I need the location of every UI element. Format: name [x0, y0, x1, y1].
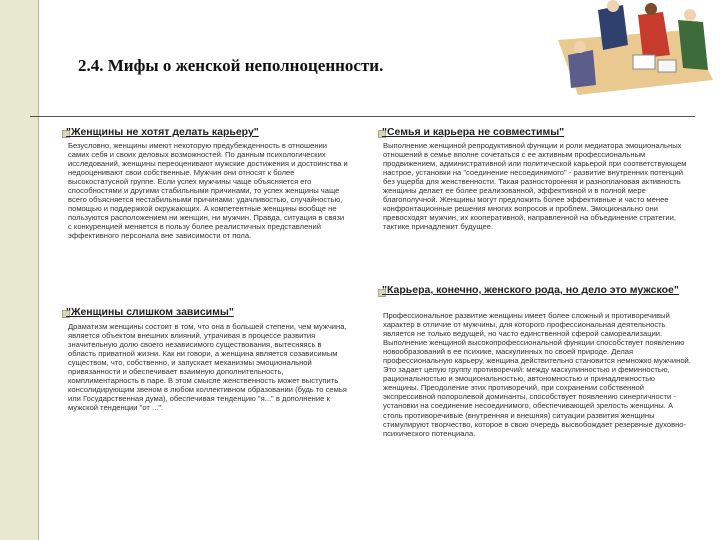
- heading-text: "Женщины слишком зависимы": [66, 306, 234, 318]
- title-divider: [30, 116, 695, 117]
- section-heading-career-desire: [66, 126, 356, 139]
- office-meeting-clipart: [538, 0, 720, 104]
- section-text-career-desire: Безусловно, женщины имеют некоторую предубежденность в отношении самих себя и своих деловых возможностей. По данным психологических исследований, женщины переоценивают мужские достижения и достоинства и недооценивают свои собственные. Мужчин они относят к более высокостатусной группе. Если успех мужчины чаще объясняется его способностями и другими стабильными причинами, то успех женщины чаще всего объясняется нестабильными причинами: удачливостью, случайностью, помощью и поддержкой окружающих. А компетентные женщины вообще не пользуются расположением ни женщин, ни мужчин. Правда, ситуация в связи с конкуренцией меняется в пользу более реалистичных представлений эффективного персонала вне зависимости от пола.: [68, 141, 348, 241]
- section-text-dependence: Драматизм женщины состоит в том, что она в большей степени, чем мужчина, является объектом внешних влияний, утрачивая в процессе развития значительную долю своего независимого существования, вытесняясь в область приватной жизни. Как ни говори, а женщина является созависимым существом, что, собственно, и запускает механизмы эмоциональной привязанности и обеспечивает взаимную дополнительность, комплиментарность в паре. В этом смысле женственность может выступить консолидирующим звеном в любом коллективном образовании (будь то семья или Государственная дума), обеспечивая тенденцию "я..." в дополнение к мужской тенденции "от ...".: [68, 322, 347, 413]
- slide-title: 2.4. Мифы о женской неполноценности.: [78, 56, 384, 75]
- section-heading-dependence: [66, 306, 356, 319]
- section-text-career-masculine: Профессиональное развитие женщины имеет более сложный и противоречивый характер в отличие от мужчины, для которого профессиональная деятельность является не только ведущей, но часто единственной сферой самореализации. Выполнение женщиной высокопрофессиональной функции способствует появлению новообразований в ее психике, маскулинных по своей природе. Делая профессиональную карьеру, женщина действительно становится немножко мужчиной. Это задает целую группу противоречий: между маскулинностью и феминностью, рациональностью и эмоциональностью, автономностью и принадлежностью женщины. Преодоление этих противоречий, при сохранении собственной экспрессивной полоролевой доминанты, способствует появлению синергичности - установки на соединение несоединимого, обеспечивающей зрелость женщины. А столь противоречивые (внутренняя и внешняя) ситуации развития женщины стимулируют творчество, которое в свою очередь высвобождает резервные духовно-психического потенциала.: [383, 311, 691, 438]
- section-heading-career-masculine: [382, 284, 682, 297]
- heading-text: "Женщины не хотят делать карьеру": [66, 126, 259, 138]
- heading-text: "Семья и карьера не совместимы": [382, 126, 565, 138]
- section-text-family-career: Выполнение женщиной репродуктивной функции и роли медиатора эмоциональных отношений в семье вполне сочетаться с ее активным профессиональным продвижением, административной или политической карьерой при соответствующем настрое, установки на "соединение несоединимого" - развитие внутренних потенций без ущерба для женственности. Такая разносторонняя и разноплановая активность женщины делает ее более реализованной, эффективной и в полной мере благополучной. Женщины могут предложить более эффективные и часто менее конфронтационные решения многих вопросов и проблем. Эмоционально они превосходят мужчин, их кооперативной, направленной на объединение стратегии, тактике принадлежит будущее.: [383, 141, 687, 232]
- section-heading-family-career: [382, 126, 682, 139]
- heading-text: "Карьера, конечно, женского рода, но дело это мужское": [382, 284, 679, 296]
- left-sidebar-band: [0, 0, 39, 540]
